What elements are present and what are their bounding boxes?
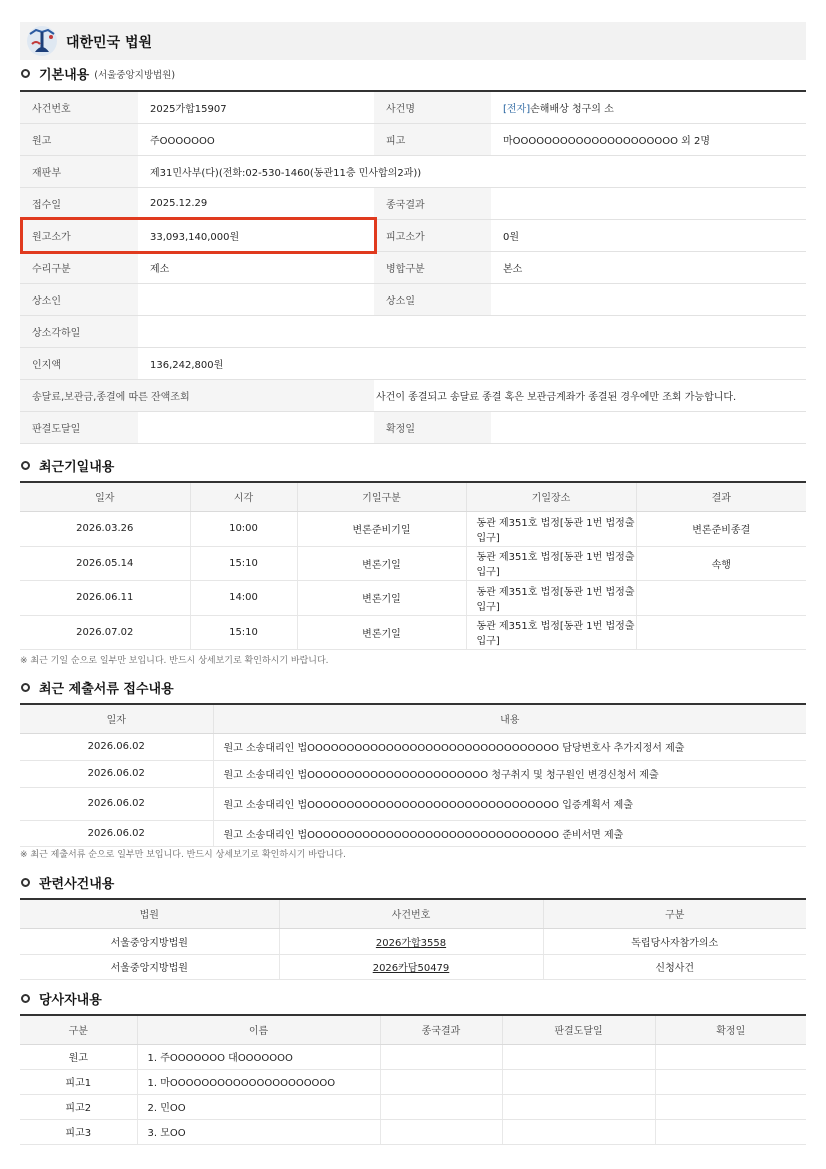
- table-row: [20, 546, 806, 580]
- party-name: 1. 마OOOOOOOOOOOOOOOOOOOOO: [137, 1069, 380, 1094]
- hearing-result: 속행: [636, 546, 806, 580]
- column-header: 종국결과: [380, 1015, 502, 1044]
- info-label: 판결도달일: [20, 411, 138, 443]
- related-cases-table: [20, 898, 806, 980]
- party-judgment-delivery: [502, 1119, 655, 1144]
- hearing-place: 동관 제351호 법정[동관 1번 법정출입구]: [466, 615, 636, 649]
- document-content: 원고 소송대리인 법OOOOOOOOOOOOOOOOOOOOOOOOOOOOOOOO 담당변호사 추가지정서 제출: [213, 733, 806, 760]
- judgment-delivery-date: [138, 411, 374, 443]
- document-date: 2026.06.02: [20, 733, 213, 760]
- hearing-result: [636, 615, 806, 649]
- document-date: 2026.06.02: [20, 787, 213, 820]
- hearing-result: [636, 580, 806, 615]
- info-label: 종국결과: [374, 187, 491, 219]
- party-judgment-delivery: [502, 1094, 655, 1119]
- table-row: [20, 283, 806, 315]
- info-label: 피고: [374, 123, 491, 155]
- party-name: 2. 민OO: [137, 1094, 380, 1119]
- stamp-fee: 136,242,800원: [138, 347, 806, 379]
- hearing-date: 2026.07.02: [20, 615, 190, 649]
- table-row: [20, 580, 806, 615]
- appellant: [138, 283, 374, 315]
- document-date: 2026.06.02: [20, 820, 213, 846]
- hearing-time: 15:10: [190, 546, 297, 580]
- document-date: 2026.06.02: [20, 760, 213, 787]
- document-content: 원고 소송대리인 법OOOOOOOOOOOOOOOOOOOOOOO 청구취지 및 청구원인 변경신청서 제출: [213, 760, 806, 787]
- hearing-place: 동관 제351호 법정[동관 1번 법정출입구]: [466, 546, 636, 580]
- table-header-row: [20, 1015, 806, 1044]
- party-name: 3. 모OO: [137, 1119, 380, 1144]
- column-header: 구분: [543, 899, 806, 928]
- info-label: 인지액: [20, 347, 138, 379]
- party-final-result: [380, 1094, 502, 1119]
- table-row: [20, 123, 806, 155]
- final-result: [491, 187, 806, 219]
- hearing-time: 14:00: [190, 580, 297, 615]
- filing-date: 2025.12.29: [138, 187, 374, 219]
- table-row: [20, 954, 806, 979]
- party-final-result: [380, 1044, 502, 1069]
- appeal-date: [491, 283, 806, 315]
- claim-value-highlight-box: [20, 217, 377, 254]
- info-label: 원고: [20, 123, 138, 155]
- column-header: 구분: [20, 1015, 137, 1044]
- plaintiff-claim-value: 33,093,140,000원: [138, 219, 374, 251]
- basic-title: 기본내용: [39, 68, 90, 83]
- related-case-kind: 신청사건: [543, 954, 806, 979]
- confirmation-date: [491, 411, 806, 443]
- merge-type: 본소: [491, 251, 806, 283]
- division: 제31민사부(다)(전화:02-530-1460(동관11층 민사합의2과)): [138, 155, 806, 187]
- table-row: [20, 1044, 806, 1069]
- table-row: [20, 251, 806, 283]
- section-bullet-icon: [21, 69, 30, 78]
- table-row: [20, 1094, 806, 1119]
- hearing-place: 동관 제351호 법정[동관 1번 법정출입구]: [466, 511, 636, 546]
- basic-subtitle: (서울중앙지방법원): [94, 69, 176, 81]
- related-case-number-link[interactable]: 2026가합3558: [279, 928, 543, 954]
- party-kind: 피고2: [20, 1094, 137, 1119]
- hearing-time: 10:00: [190, 511, 297, 546]
- electronic-case-link[interactable]: [전자]: [503, 103, 531, 115]
- info-label: 수리구분: [20, 251, 138, 283]
- table-row: [20, 379, 806, 411]
- column-header: 판결도달일: [502, 1015, 655, 1044]
- hearings-title: 최근기일내용: [39, 460, 115, 475]
- document-content: 원고 소송대리인 법OOOOOOOOOOOOOOOOOOOOOOOOOOOOOOOO 입증계획서 제출: [213, 787, 806, 820]
- table-row: [20, 1119, 806, 1144]
- parties-title: 당사자내용: [39, 993, 102, 1008]
- party-confirmation: [655, 1069, 806, 1094]
- party-name: 1. 주OOOOOOO 대OOOOOOO: [137, 1044, 380, 1069]
- hearing-date: 2026.03.26: [20, 511, 190, 546]
- section-bullet-icon: [21, 461, 30, 470]
- party-judgment-delivery: [502, 1069, 655, 1094]
- column-header: 일자: [20, 704, 213, 733]
- documents-title: 최근 제출서류 접수내용: [39, 682, 174, 697]
- hearings-table: [20, 481, 806, 650]
- hearing-result: 변론준비종결: [636, 511, 806, 546]
- table-row: [20, 347, 806, 379]
- documents-table: [20, 703, 806, 847]
- party-kind: 원고: [20, 1044, 137, 1069]
- table-row: [20, 411, 806, 443]
- table-header-row: [20, 704, 806, 733]
- party-confirmation: [655, 1044, 806, 1069]
- section-bullet-icon: [21, 683, 30, 692]
- basic-info-table: [20, 90, 806, 444]
- column-header: 일자: [20, 482, 190, 511]
- info-label: 상소인: [20, 283, 138, 315]
- table-row: [20, 928, 806, 954]
- table-row: [20, 733, 806, 760]
- table-row: [20, 1069, 806, 1094]
- court-logo-icon: [22, 22, 62, 60]
- info-label: 접수일: [20, 187, 138, 219]
- info-label: 피고소가: [374, 219, 491, 251]
- party-final-result: [380, 1069, 502, 1094]
- table-row: [20, 820, 806, 846]
- related-court: 서울중앙지방법원: [20, 928, 279, 954]
- column-header: 사건번호: [279, 899, 543, 928]
- column-header: 결과: [636, 482, 806, 511]
- case-name: [491, 91, 806, 123]
- table-header-row: [20, 899, 806, 928]
- table-row: [20, 511, 806, 546]
- section-bullet-icon: [21, 878, 30, 887]
- hearing-date: 2026.05.14: [20, 546, 190, 580]
- parties-table: [20, 1014, 806, 1145]
- column-header: 이름: [137, 1015, 380, 1044]
- info-label: 상소각하일: [20, 315, 138, 347]
- related-case-number-link[interactable]: 2026카담50479: [279, 954, 543, 979]
- info-label: 재판부: [20, 155, 138, 187]
- table-row: [20, 187, 806, 219]
- case-name-text: 손해배상 청구의 소: [530, 103, 614, 115]
- table-row: [20, 760, 806, 787]
- table-row: [20, 787, 806, 820]
- info-label: 확정일: [374, 411, 491, 443]
- basic-section-title: [20, 64, 175, 83]
- section-bullet-icon: [21, 994, 30, 1003]
- documents-note: ※ 최근 제출서류 순으로 일부만 보입니다. 반드시 상세보기로 확인하시기 바랍니다.: [20, 850, 346, 860]
- party-kind: 피고1: [20, 1069, 137, 1094]
- related-title: 관련사건내용: [39, 877, 115, 892]
- hearing-type: 변론기일: [297, 580, 466, 615]
- balance-inquiry-note: 사건이 종결되고 송달료 종결 혹은 보관금계좌가 종결된 경우에만 조회 가능합니다.: [374, 379, 806, 411]
- column-header: 확정일: [655, 1015, 806, 1044]
- table-row: [20, 91, 806, 123]
- hearings-section-title: [20, 456, 114, 475]
- info-label: 원고소가: [20, 219, 138, 251]
- hearing-place: 동관 제351호 법정[동관 1번 법정출입구]: [466, 580, 636, 615]
- related-court: 서울중앙지방법원: [20, 954, 279, 979]
- hearings-note: ※ 최근 기일 순으로 일부만 보입니다. 반드시 상세보기로 확인하시기 바랍니다.: [20, 656, 329, 666]
- column-header: 법원: [20, 899, 279, 928]
- party-confirmation: [655, 1094, 806, 1119]
- table-header-row: [20, 482, 806, 511]
- documents-section-title: [20, 678, 174, 697]
- table-row: [20, 615, 806, 649]
- column-header: 기일장소: [466, 482, 636, 511]
- related-section-title: [20, 873, 114, 892]
- info-label: 병합구분: [374, 251, 491, 283]
- parties-section-title: [20, 989, 102, 1008]
- related-case-kind: 독립당사자참가의소: [543, 928, 806, 954]
- case-number: 2025가합15907: [138, 91, 374, 123]
- info-label: 상소일: [374, 283, 491, 315]
- hearing-type: 변론기일: [297, 546, 466, 580]
- info-label: 사건번호: [20, 91, 138, 123]
- column-header: 기일구분: [297, 482, 466, 511]
- page-header: [20, 22, 806, 60]
- party-final-result: [380, 1119, 502, 1144]
- party-kind: 피고3: [20, 1119, 137, 1144]
- info-label: 사건명: [374, 91, 491, 123]
- plaintiff: 주OOOOOOO: [138, 123, 374, 155]
- info-label: 송달료,보관금,종결에 따른 잔액조회: [20, 379, 374, 411]
- hearing-time: 15:10: [190, 615, 297, 649]
- table-row: [20, 315, 806, 347]
- hearing-type: 변론준비기일: [297, 511, 466, 546]
- column-header: 내용: [213, 704, 806, 733]
- document-content: 원고 소송대리인 법OOOOOOOOOOOOOOOOOOOOOOOOOOOOOOOO 준비서면 제출: [213, 820, 806, 846]
- court-name: 대한민국 법원: [66, 35, 153, 51]
- defendant-claim-value: 0원: [491, 219, 806, 251]
- hearing-date: 2026.06.11: [20, 580, 190, 615]
- hearing-type: 변론기일: [297, 615, 466, 649]
- receipt-type: 제소: [138, 251, 374, 283]
- party-confirmation: [655, 1119, 806, 1144]
- appeal-dismissal-date: [138, 315, 806, 347]
- defendant: 마OOOOOOOOOOOOOOOOOOOOO 외 2명: [491, 123, 806, 155]
- column-header: 시각: [190, 482, 297, 511]
- table-row: [20, 155, 806, 187]
- party-judgment-delivery: [502, 1044, 655, 1069]
